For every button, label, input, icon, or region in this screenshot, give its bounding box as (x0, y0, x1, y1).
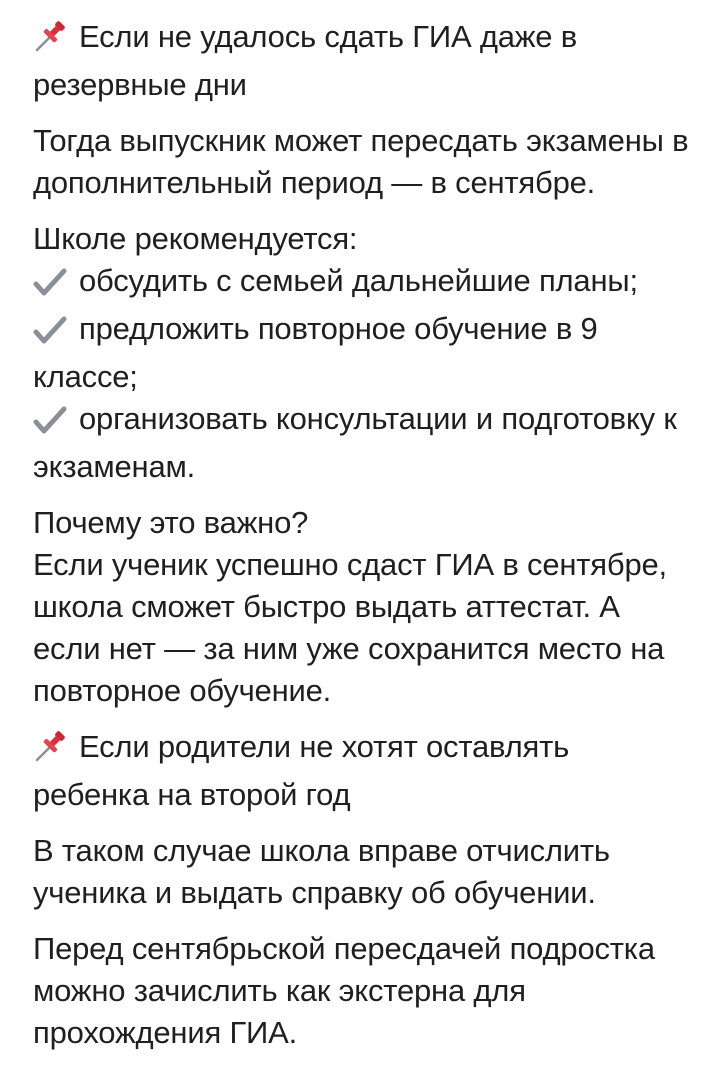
why-block (33, 502, 693, 712)
recommendation-item (33, 398, 693, 488)
section2-heading (33, 726, 693, 816)
section1-heading (33, 16, 693, 106)
checkmark-icon (33, 266, 69, 308)
section2-paragraph1: В таком случае школа вправе отчислить ученика и выдать справку об обучении. (33, 833, 610, 910)
checkmark-icon (33, 314, 69, 356)
checkmark-icon (33, 404, 69, 446)
pushpin-icon (33, 729, 71, 774)
section1-heading-text: Если не удалось сдать ГИА даже в резервные дни (33, 19, 578, 102)
recommendation-item (33, 260, 693, 308)
why-text: Если ученик успешно сдаст ГИА в сентябре, школа сможет быстро выдать аттестат. А если нет — за ним уже сохранится место на повторное обучение. (33, 547, 667, 708)
recommendations-block (33, 218, 693, 488)
recommendation-text: организовать консультации и подготовку к экзаменам. (33, 401, 677, 484)
section2-heading-text: Если родители не хотят оставлять ребенка на второй год (33, 729, 570, 812)
section2-paragraph2: Перед сентябрьской пересдачей подростка можно зачислить как экстерна для прохождения ГИА. (33, 931, 655, 1050)
why-title: Почему это важно? (33, 505, 309, 540)
pushpin-icon (33, 19, 71, 64)
article-content (33, 16, 693, 1068)
recommendation-text: обсудить с семьей дальнейшие планы; (79, 263, 638, 298)
recommendation-text: предложить повторное обучение в 9 классе; (33, 311, 598, 394)
section1-intro: Тогда выпускник может пересдать экзамены в дополнительный период — в сентябре. (33, 123, 689, 200)
recommendation-item (33, 308, 693, 398)
recommend-title: Школе рекомендуется: (33, 221, 358, 256)
